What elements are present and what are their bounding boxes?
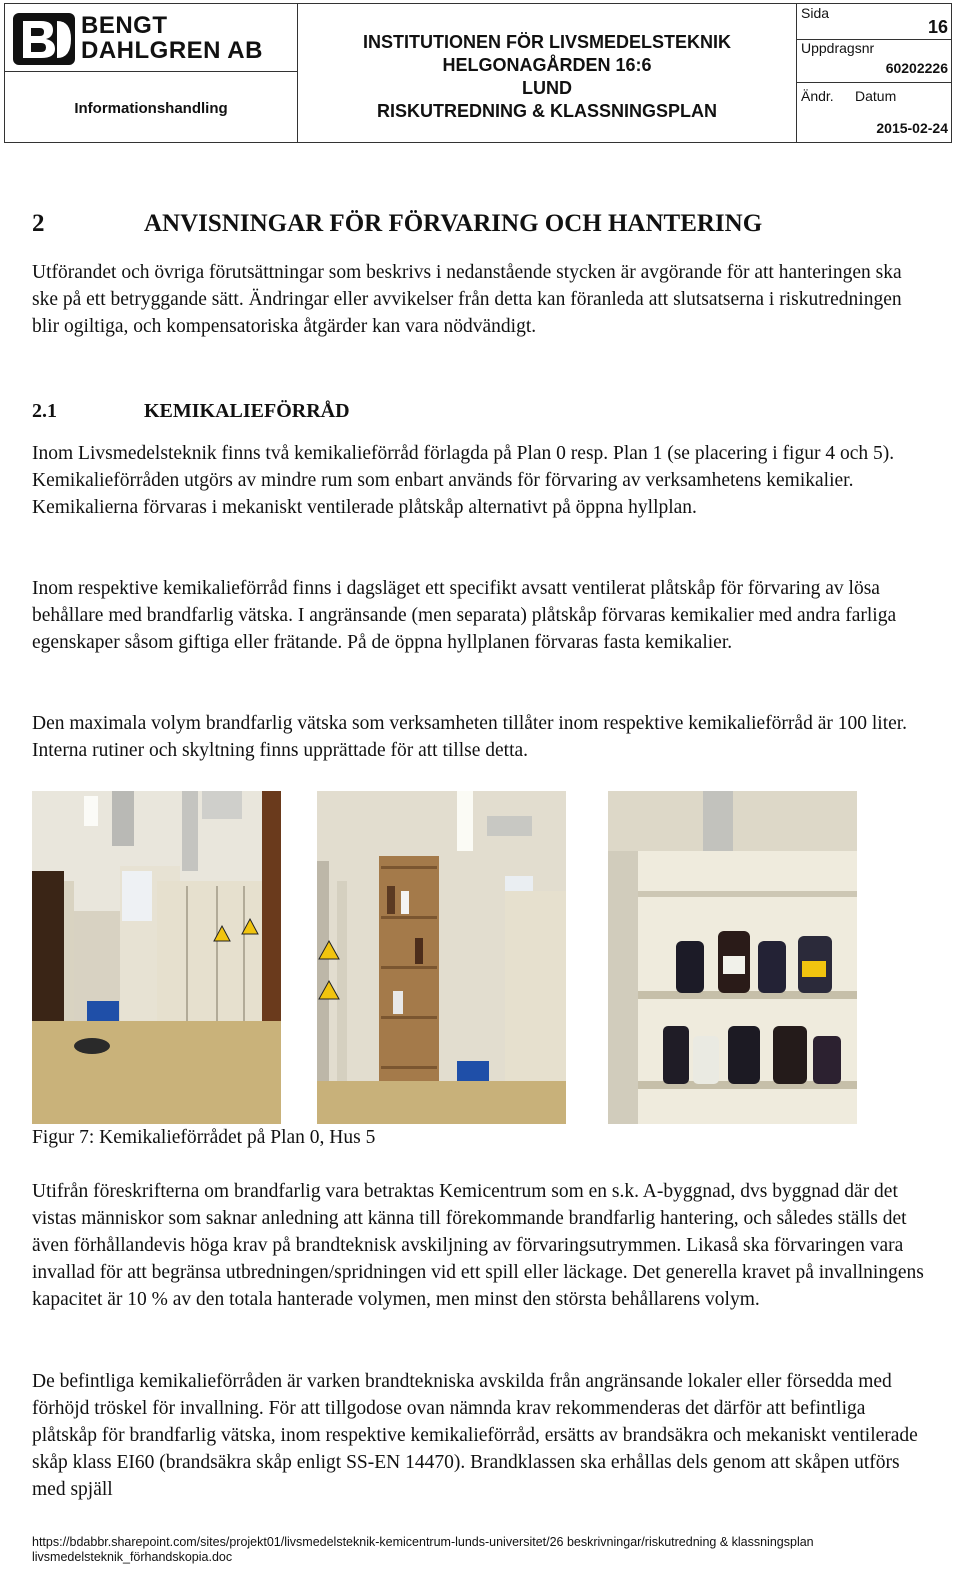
- title-line-3: LUND: [522, 78, 572, 98]
- bd-logo-icon: [13, 13, 75, 65]
- company-name-line2: DAHLGREN AB: [81, 37, 263, 64]
- paragraph: Utifrån föreskrifterna om brandfarlig vara betraktas Kemicentrum som en s.k. A-byggnad, dvs byggnad där det vistas människor som saknar anledning att känna till förekommande brandfarlig hantering, och således ställs det även förhållandevis höga krav på brandteknisk avskiljning av förvaringsutrymmen. Likaså ska förvaringen vara invallad för att begränsa utbredningen/spridningen vid ett spill eller läckage. Det generella kravet på invallningens kapacitet är 10 % av den totala hanterade volymen, men minst den största behållarens volym.: [32, 1181, 924, 1310]
- subsection-number: 2.1: [32, 400, 57, 422]
- header-title-cell: [298, 4, 797, 142]
- assignment-number: 60202226: [885, 60, 948, 76]
- change-label: Ändr.: [801, 88, 834, 104]
- header-meta-cell: [797, 4, 952, 142]
- assignment-label: Uppdragsnr: [801, 40, 875, 56]
- company-name-line1: BENGT: [81, 12, 168, 39]
- date-value: 2015-02-24: [876, 120, 948, 136]
- document-type: Informationshandling: [74, 100, 228, 117]
- photo-storage-cabinets: [32, 791, 281, 1124]
- figure-caption: Figur 7: Kemikalieförrådet på Plan 0, Hus 5: [32, 1127, 376, 1148]
- photo-open-cabinet-bottles: [608, 791, 857, 1124]
- document-footer: [32, 1535, 932, 1565]
- section-number: 2: [32, 210, 45, 237]
- company-logo: [5, 4, 297, 72]
- subsection-title: KEMIKALIEFÖRRÅD: [144, 400, 350, 422]
- paragraph: Inom respektive kemikalieförråd finns i dagsläget ett specifikt avsatt ventilerat plåtskåp för förvaring av lösa behållare med brandfarlig vätska. I angränsande (men separata) plåtskåp förvaras kemikalier med andra farliga egenskaper såsom giftiga eller frätande. På de öppna hyllplanen förvaras fasta kemikalier.: [32, 578, 897, 653]
- paragraph: Den maximala volym brandfarlig vätska som verksamheten tillåter inom respektive kemikalieförråd är 100 liter. Interna rutiner och skyltning finns upprättade för att tillse detta.: [32, 713, 908, 761]
- date-label: Datum: [855, 88, 897, 104]
- paragraph: De befintliga kemikalieförråden är varken brandtekniska avskilda från angränsande lokaler eller försedda med förhöjd tröskel för invallning. För att tillgodose ovan nämnda krav rekommenderas det därför att befintliga plåtskåp för brandfarlig vätska, inom respektive kemikalieförråd, ersätts av brandsäkra och mekaniskt ventilerade skåp klass EI60 (brandsäkra skåp enligt SS-EN 14470). Brandklassen ska erhållas dels genom att skåpen utförs med spjäll: [32, 1371, 918, 1500]
- footer-path-line-2: livsmedelsteknik_förhandskopia.doc: [32, 1550, 233, 1564]
- title-line-1: INSTITUTIONEN FÖR LIVSMEDELSTEKNIK: [362, 32, 731, 52]
- paragraph: Inom Livsmedelsteknik finns två kemikalieförråd förlagda på Plan 0 resp. Plan 1 (se placering i figur 4 och 5). Kemikalieförråden utgörs av mindre rum som enbart används för förvaring av verksamhetens kemikalier. Kemikalierna förvaras i mekaniskt ventilerade plåtskåp alternativt på öppna hyllplan.: [32, 443, 895, 518]
- title-line-4: RISKUTREDNING & KLASSNINGSPLAN: [376, 101, 717, 121]
- photo-storage-shelves: [317, 791, 566, 1124]
- page-label: Sida: [801, 5, 830, 21]
- section-intro: Utförandet och övriga förutsättningar som beskrivs i nedanstående stycken är avgörande för att hanteringen ska ske på ett betryggande sätt. Ändringar eller avvikelser från detta kan föranleda att slutsatserna i riskutredningen blir ogiltiga, och kompensatoriska åtgärder kan vara nödvändigt.: [32, 262, 902, 337]
- section-title: ANVISNINGAR FÖR FÖRVARING OCH HANTERING: [144, 210, 763, 237]
- header-company-cell: [5, 4, 298, 142]
- document-header: [4, 3, 952, 143]
- footer-path-line-1: https://bdabbr.sharepoint.com/sites/projekt01/livsmedelsteknik-kemicentrum-lunds-universitet/26 beskrivningar/riskutredning & klassningsplan: [32, 1535, 814, 1549]
- title-line-2: HELGONAGÅRDEN 16:6: [442, 55, 652, 75]
- page-number: 16: [927, 17, 948, 37]
